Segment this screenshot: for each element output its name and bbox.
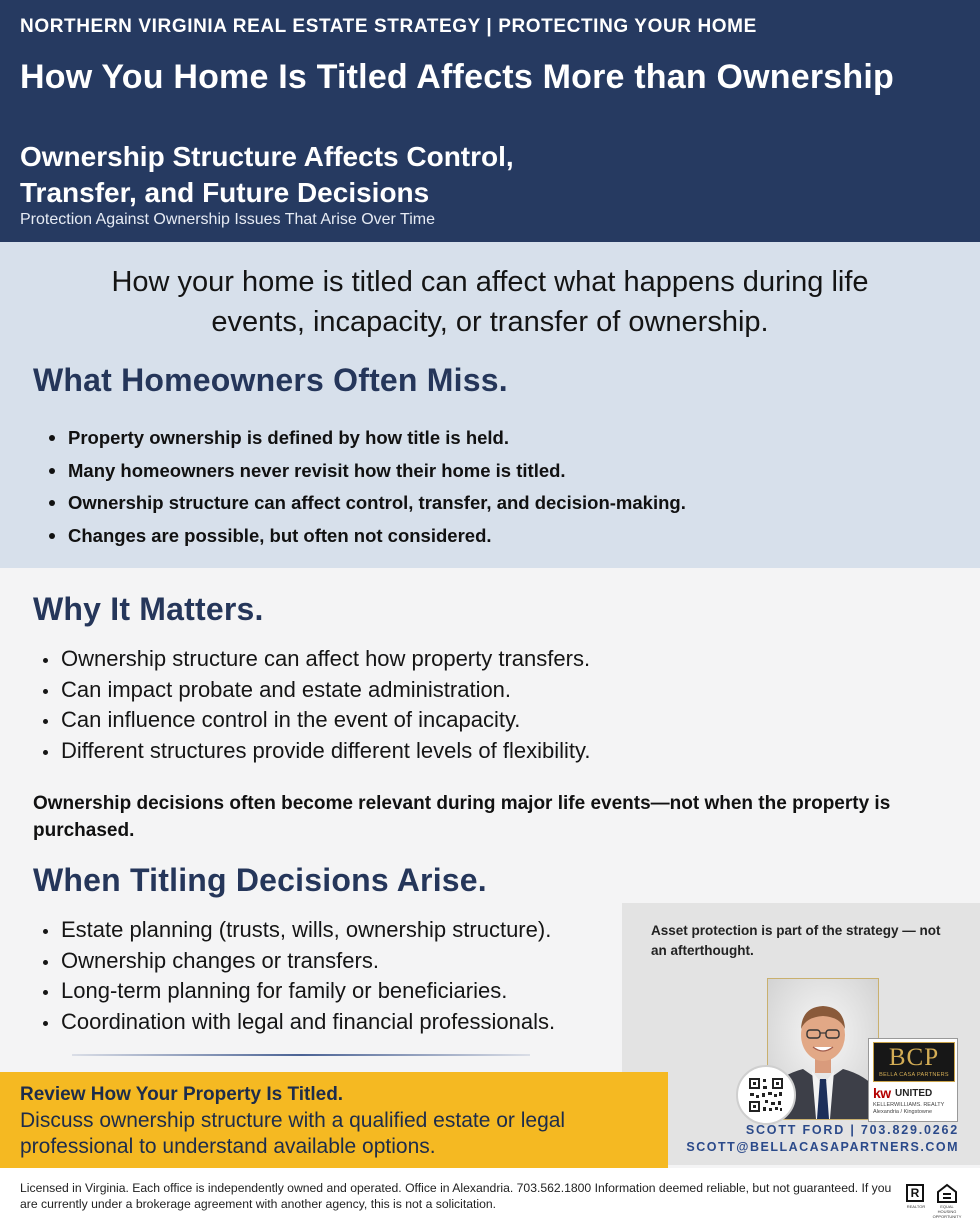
list-item: Coordination with legal and financial professionals. xyxy=(42,1007,642,1038)
brokerage-logo xyxy=(868,1038,958,1122)
list-item: Ownership structure can affect control, transfer, and decision-making. xyxy=(48,489,948,522)
list-item: Ownership changes or transfers. xyxy=(42,946,642,977)
realtor-icon: R xyxy=(906,1184,924,1202)
list-item: Different structures provide different levels of flexibility. xyxy=(42,736,642,767)
intro-line-1: How your home is titled can affect what happens during life xyxy=(111,266,869,298)
header-banner xyxy=(0,0,980,242)
kw-subtext xyxy=(873,1102,955,1116)
intro-statement xyxy=(30,262,950,342)
list-item: Changes are possible, but often not considered. xyxy=(48,522,948,555)
kw-office-label: Alexandria / Kingstowne xyxy=(873,1109,933,1115)
arise-list xyxy=(42,915,642,1037)
matters-heading: Why It Matters. xyxy=(33,591,264,627)
emphasis-note: Ownership decisions often become relevant during major life events—not when the property is purchased. xyxy=(33,793,891,841)
section-subtitle xyxy=(20,139,720,211)
cta-title: Review How Your Property Is Titled. xyxy=(20,1084,344,1105)
section-divider xyxy=(72,1054,530,1056)
qr-code-icon[interactable] xyxy=(736,1065,796,1125)
footer-disclaimer: Licensed in Virginia. Each office is independently owned and operated. Office in Alexandria. 703.562.1800 Information deemed reliable, but not guaranteed. If you are currently under a brokerage agreement with another agency, this is not a solicitation. xyxy=(20,1181,892,1211)
call-to-action-box xyxy=(0,1072,668,1168)
list-item: Estate planning (trusts, wills, ownership structure). xyxy=(42,915,642,946)
header-kicker: NORTHERN VIRGINIA REAL ESTATE STRATEGY | PROTECTING YOUR HOME xyxy=(20,16,757,37)
list-item: Can impact probate and estate administration. xyxy=(42,675,642,706)
bcp-logo xyxy=(873,1042,955,1082)
subtitle-caption: Protection Against Ownership Issues That Arise Over Time xyxy=(20,211,435,228)
subtitle-line-1: Ownership Structure Affects Control, xyxy=(20,141,514,172)
miss-list xyxy=(48,424,948,554)
arise-heading: When Titling Decisions Arise. xyxy=(33,862,487,898)
list-item: Can influence control in the event of incapacity. xyxy=(42,705,642,736)
list-item: Long-term planning for family or beneficiaries. xyxy=(42,976,642,1007)
bcp-name: BELLA CASA PARTNERS xyxy=(879,1072,949,1078)
cta-body: Discuss ownership structure with a qualified estate or legal professional to understand available options. xyxy=(20,1109,566,1158)
agent-name-phone: SCOTT FORD | 703.829.0262 xyxy=(745,1123,959,1137)
intro-line-2: events, incapacity, or transfer of ownership. xyxy=(211,306,769,338)
matters-list xyxy=(42,644,642,766)
list-item: Property ownership is defined by how title is held. xyxy=(48,424,948,457)
equal-housing-icon xyxy=(936,1182,958,1204)
page-title: How You Home Is Titled Affects More than Ownership xyxy=(20,58,894,96)
subtitle-line-2: Transfer, and Future Decisions xyxy=(20,177,430,208)
kw-united-label: UNITED xyxy=(895,1088,933,1099)
agent-email[interactable]: SCOTT@BELLACASAPARTNERS.COM xyxy=(686,1140,959,1154)
miss-heading: What Homeowners Often Miss. xyxy=(33,362,508,398)
agent-tagline: Asset protection is part of the strategy — not an afterthought. xyxy=(651,923,941,958)
equal-housing-caption: EQUAL HOUSING OPPORTUNITY xyxy=(932,1204,962,1219)
list-item: Ownership structure can affect how property transfers. xyxy=(42,644,642,675)
bcp-letters: BCP xyxy=(888,1044,940,1071)
kw-logo: kw xyxy=(873,1085,891,1101)
footer xyxy=(0,1168,980,1225)
realtor-caption: REALTOR xyxy=(906,1204,926,1209)
list-item: Many homeowners never revisit how their home is titled. xyxy=(48,457,948,490)
kw-realty-label: KELLERWILLIAMS. REALTY xyxy=(873,1102,945,1108)
